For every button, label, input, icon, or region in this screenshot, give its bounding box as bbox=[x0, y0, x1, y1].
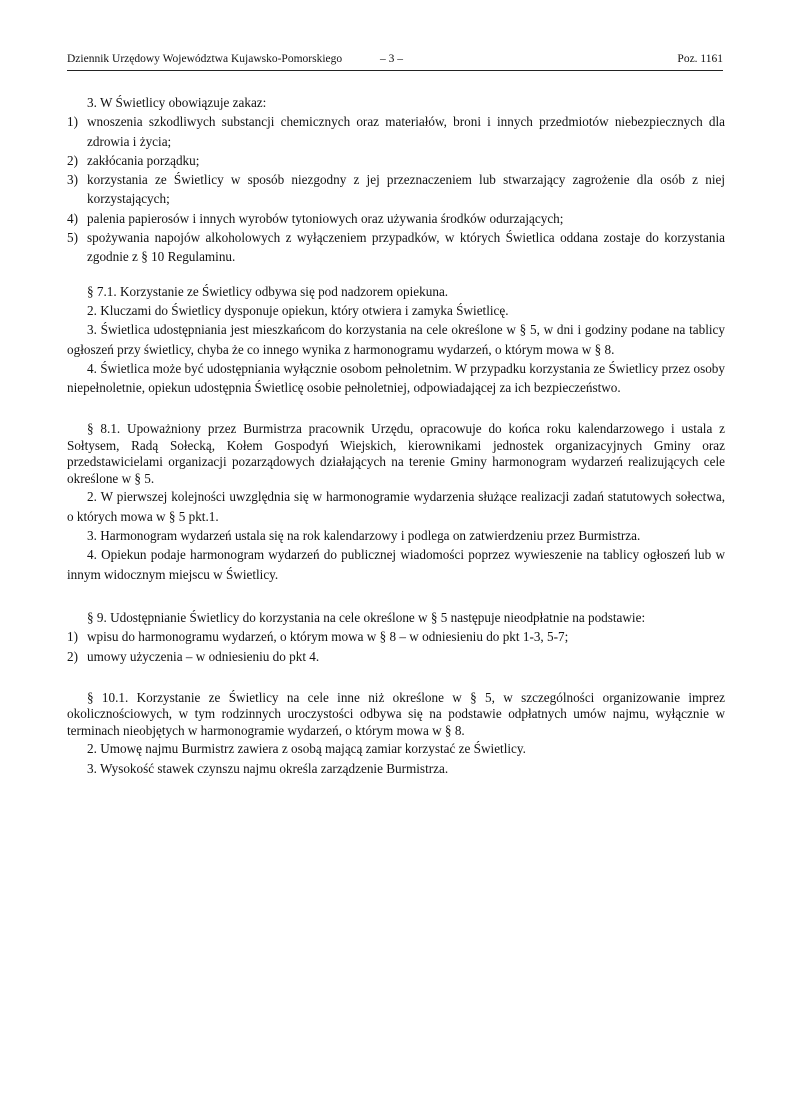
s7-paragraph-4: 4. Świetlica może być udostępniania wyłącznie osobom pełnoletnim. W przypadku korzystania ze Świetlicy przez osoby niepełnoletnie, opiekun udostępnia Świetlicę osobie pełnoletniej, odpowiadającej za ich bezpieczeństwo. bbox=[67, 360, 725, 396]
s10-paragraph-3: 3. Wysokość stawek czynszu najmu określa zarządzenie Burmistrza. bbox=[87, 760, 449, 776]
s8-paragraph-1: § 8.1. Upoważniony przez Burmistrza pracownik Urzędu, opracowuje do końca roku kalendarzowego i ustala z Sołtysem, Radą Sołecką, Kołem Gospodyń Wiejskich, kierownikami jednostek organizacyjnych Gminy oraz przedstawicielami organizacji pozarządowych działających na terenie Gminy harmonogram wydarzeń realizujących cele określone w § 5. bbox=[67, 421, 725, 486]
s8-paragraph-4: 4. Opiekun podaje harmonogram wydarzeń do publicznej wiadomości poprzez wywieszenie na tablicy ogłoszeń lub w innym widocznym miejscu w Świetlicy. bbox=[67, 547, 725, 582]
s10-paragraph-2: 2. Umowę najmu Burmistrz zawiera z osobą mającą zamiar korzystać ze Świetlicy. bbox=[87, 741, 526, 757]
list-item: 5) spożywania napojów alkoholowych z wyłączeniem przypadków, w których Świetlica oddana zostaje do korzystania zgodnie z § 10 Regulaminu. bbox=[67, 230, 725, 265]
list-item: 3) korzystania ze Świetlicy w sposób niezgodny z jej przeznaczeniem lub stwarzający zagrożenie dla osób z niej korzystających; bbox=[67, 172, 725, 207]
s10-paragraph-1: § 10.1. Korzystanie ze Świetlicy na cele inne niż określone w § 5, w szczególności organizowanie imprez okolicznościowych, w tym rodzinnych uroczystości odbywa się na podstawie odpłatnych umów najmu, wyłącznie w terminach nieobjętych w harmonogramie wydarzeń, o którym mowa w § 8. bbox=[67, 689, 725, 738]
s7-paragraph-1: § 7.1. Korzystanie ze Świetlicy odbywa się pod nadzorem opiekuna. bbox=[87, 283, 449, 299]
list-item: 1) wnoszenia szkodliwych substancji chemicznych oraz materiałów, broni i innych przedmiotów niebezpiecznych dla zdrowia i życia; bbox=[67, 114, 725, 149]
list-item: 4) palenia papierosów i innych wyrobów tytoniowych oraz używania środków odurzających; bbox=[67, 210, 564, 226]
list-item: 2) zakłócania porządku; bbox=[67, 152, 200, 168]
list-item: 1) wpisu do harmonogramu wydarzeń, o którym mowa w § 8 – w odniesieniu do pkt 1-3, 5-7; bbox=[67, 629, 569, 645]
list-item: 2) umowy użyczenia – w odniesieniu do pkt 4. bbox=[67, 648, 320, 664]
page-number: – 3 – bbox=[380, 53, 403, 65]
page-header bbox=[67, 50, 723, 71]
journal-title: Dziennik Urzędowy Województwa Kujawsko-Pomorskiego bbox=[67, 53, 343, 65]
s6-paragraph-3: 3. W Świetlicy obowiązuje zakaz: bbox=[87, 95, 267, 110]
s7-paragraph-3: 3. Świetlica udostępniania jest mieszkańcom do korzystania na cele określone w § 5, w dni i godziny podane na tablicy ogłoszeń przy świetlicy, chyba że co innego wynika z harmonogramu wydarzeń, o którym mowa w § 8. bbox=[67, 322, 725, 357]
s7-paragraph-2: 2. Kluczami do Świetlicy dysponuje opiekun, który otwiera i zamyka Świetlicę. bbox=[87, 302, 509, 318]
document-body bbox=[67, 93, 725, 778]
s8-paragraph-3: 3. Harmonogram wydarzeń ustala się na rok kalendarzowy i podlega on zatwierdzeniu przez Burmistrza. bbox=[87, 528, 641, 544]
s8-paragraph-2: 2. W pierwszej kolejności uwzględnia się w harmonogramie wydarzenia służące realizacji zadań statutowych sołectwa, o których mowa w § 5 pkt.1. bbox=[67, 489, 725, 524]
position-number: Poz. 1161 bbox=[677, 53, 723, 65]
s9-paragraph-1: § 9. Udostępnianie Świetlicy do korzystania na cele określone w § 5 następuje nieodpłatnie na podstawie: bbox=[87, 609, 646, 625]
